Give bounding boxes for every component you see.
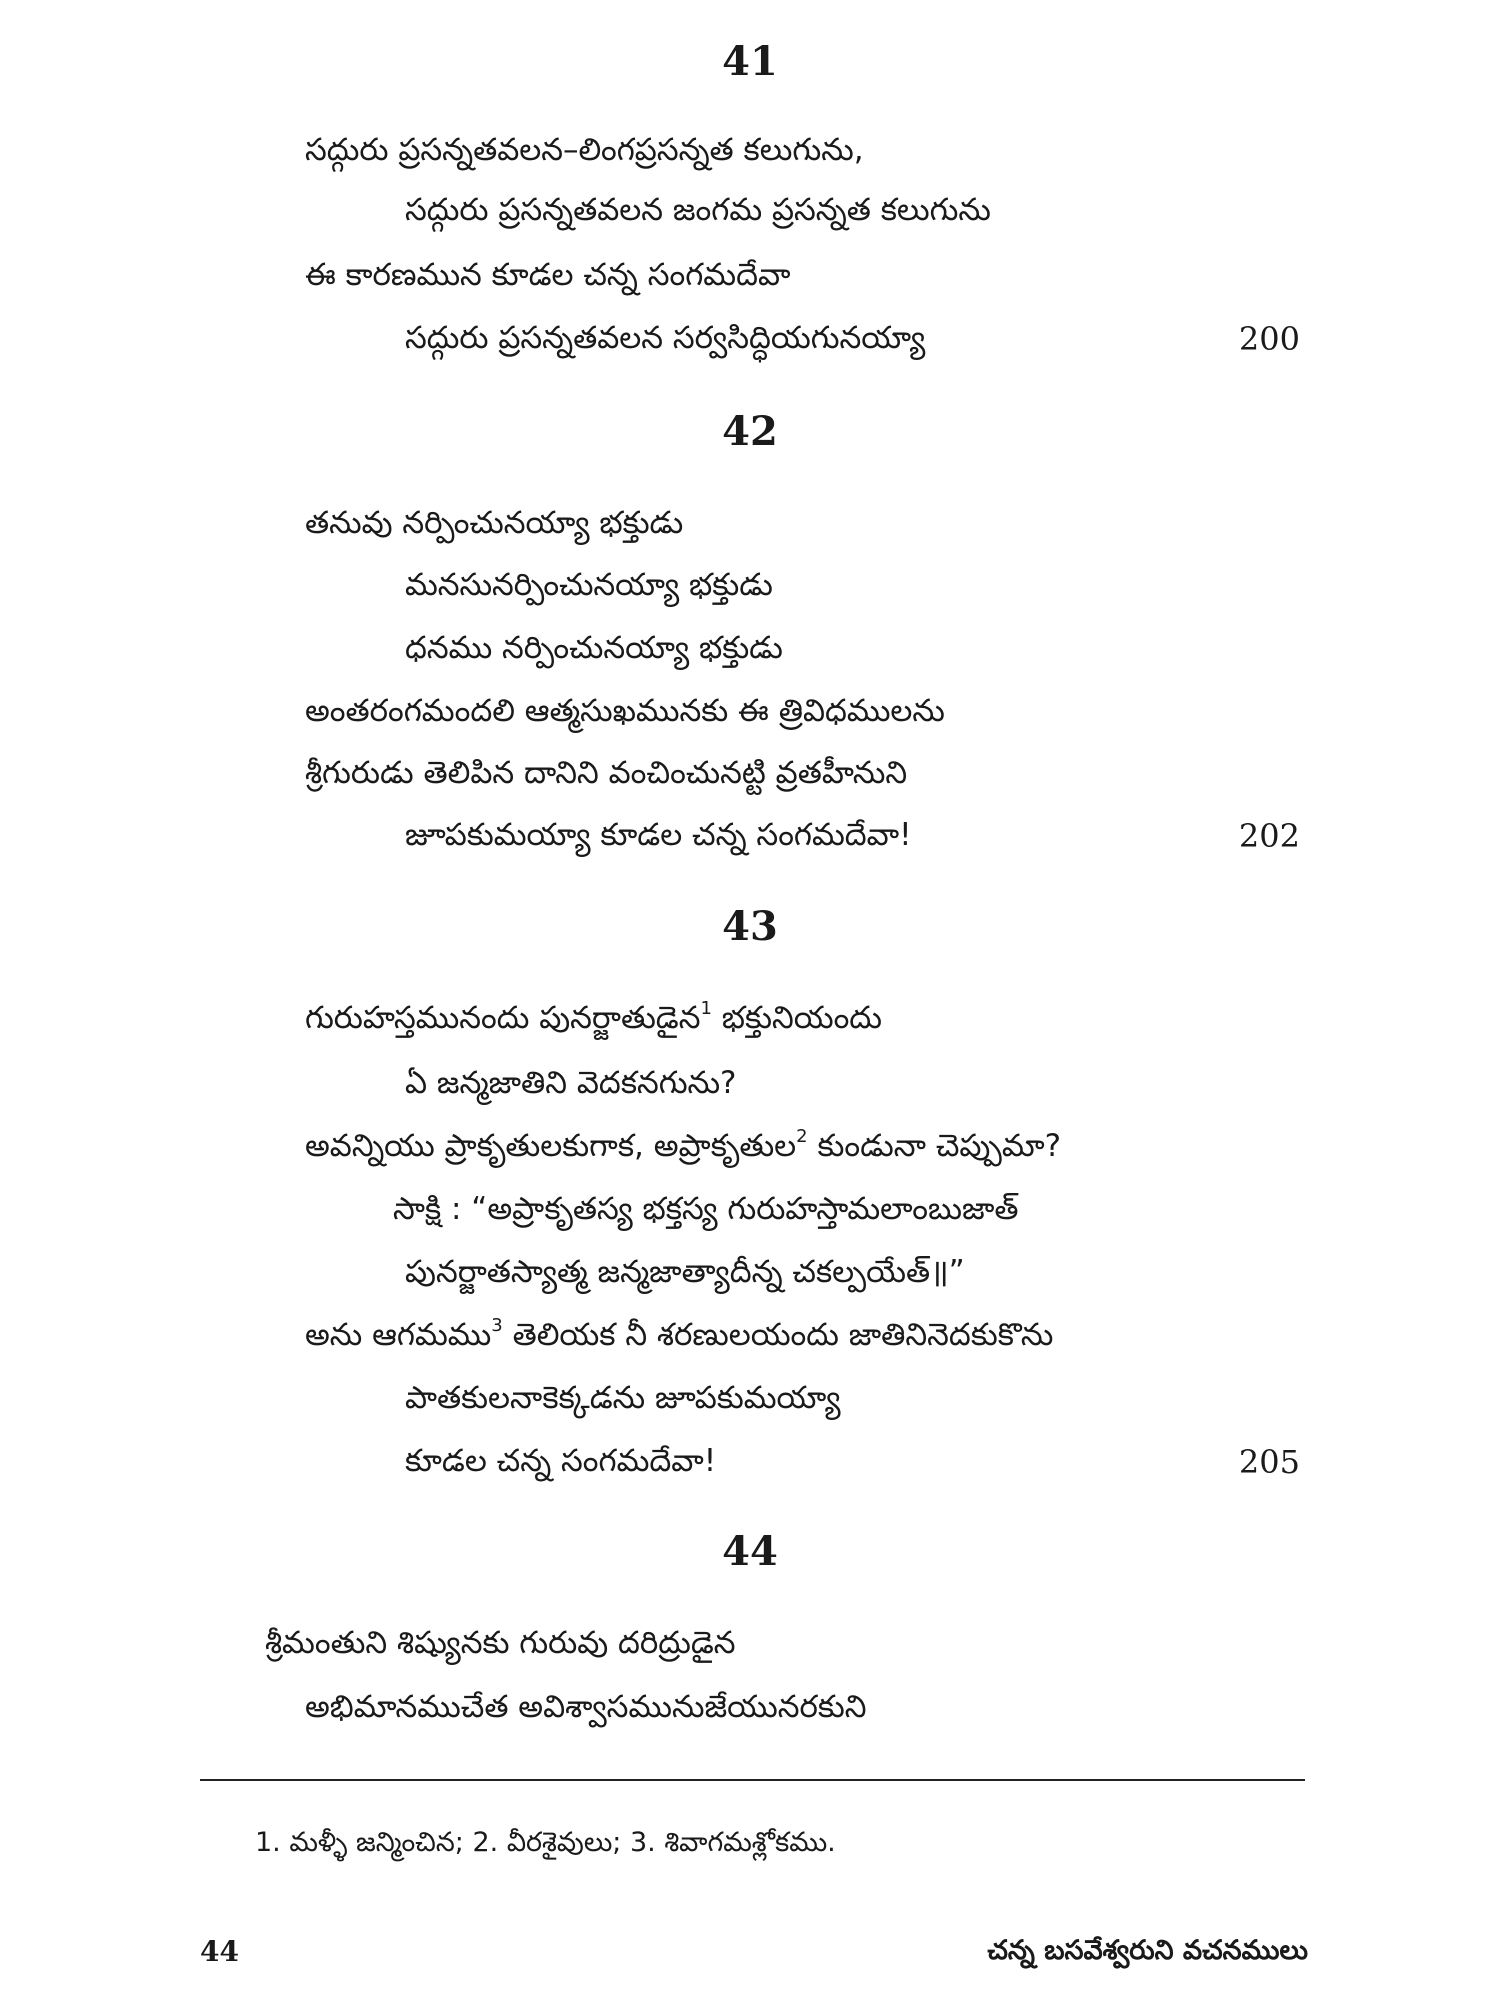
verse-41-line-1: సద్గురు ప్రసన్నతవలన–లింగప్రసన్నత కలుగును, <box>305 132 864 168</box>
verse-42-reference: 202 <box>1238 817 1300 855</box>
verse-43-line-3: అవన్నియు ప్రాకృతులకుగాక, అప్రాకృతుల$^2$ కుండునా చెప్పుమా? <box>305 1126 1062 1164</box>
footnote-marker-1: 1 <box>700 998 712 1019</box>
verse-41-line-4: సద్గురు ప్రసన్నతవలన సర్వసిద్ధియగునయ్యా <box>405 320 926 356</box>
verse-43-line-7: పాతకులనాకెక్కడను జూపకుమయ్యా <box>405 1380 841 1416</box>
verse-42-line-2: మనసునర్పించునయ్యా భక్తుడు <box>405 567 773 603</box>
verse-number-41: 41 <box>722 38 778 85</box>
verse-number-43: 43 <box>722 903 778 950</box>
verse-number-44: 44 <box>722 1528 778 1575</box>
verse-41-line-3: ఈ కారణమున కూడల చన్న సంగమదేవా <box>305 257 791 293</box>
verse-43-line-6: అను ఆగమము$^3$ తెలియక నీ శరణులయందు జాతినినెదకుకొను <box>305 1315 1054 1353</box>
verse-43-reference: 205 <box>1238 1443 1300 1481</box>
verse-41-line-2: సద్గురు ప్రసన్నతవలన జంగమ ప్రసన్నత కలుగును <box>405 192 991 228</box>
verse-42-line-3: ధనము నర్పించునయ్యా భక్తుడు <box>405 630 783 666</box>
verse-41-reference: 200 <box>1238 320 1300 358</box>
page-number: 44 <box>200 1935 239 1968</box>
verse-44-line-1: శ్రీమంతుని శిష్యునకు గురువు దరిద్రుడైన <box>265 1625 736 1661</box>
verse-44-line-2: అభిమానముచేత అవిశ్వాసమునుజేయునరకుని <box>305 1689 867 1725</box>
verse-42-line-6: జూపకుమయ్యా కూడల చన్న సంగమదేవా! <box>405 817 912 853</box>
verse-number-42: 42 <box>722 408 778 455</box>
verse-42-line-4: అంతరంగమందలి ఆత్మసుఖమునకు ఈ త్రివిధములను <box>305 693 945 729</box>
verse-43-line-2: ఏ జన్మజాతిని వెదకనగును? <box>405 1065 737 1101</box>
verse-42-line-1: తనువు నర్పించునయ్యా భక్తుడు <box>305 505 684 541</box>
footnote-marker-3: 3 <box>491 1315 503 1336</box>
footnote-divider <box>200 1779 1305 1781</box>
verse-43-quote-line-1: సాక్షి : “అప్రాకృతస్య భక్తస్య గురుహస్తామలాంబుజాత్ <box>393 1191 1019 1227</box>
footnote-marker-2: 2 <box>796 1126 808 1147</box>
verse-43-line-8: కూడల చన్న సంగమదేవా! <box>405 1443 717 1479</box>
footnotes: 1. మళ్ళీ జన్మించిన; 2. వీరశైవులు; 3. శివాగమశ్లోకము. <box>255 1827 836 1858</box>
running-head: చన్న బసవేశ్వరుని వచనములు <box>987 1935 1308 1966</box>
verse-43-quote-line-2: పునర్జాతస్యాత్మ జన్మజాత్యాదీన్న చకల్పయేత్॥” <box>405 1254 965 1290</box>
verse-43-line-1: గురుహస్తమునందు పునర్జాతుడైన$^1$ భక్తునియందు <box>305 998 882 1036</box>
verse-42-line-5: శ్రీగురుడు తెలిపిన దానిని వంచించునట్టి వ్రతహీనుని <box>305 755 908 791</box>
